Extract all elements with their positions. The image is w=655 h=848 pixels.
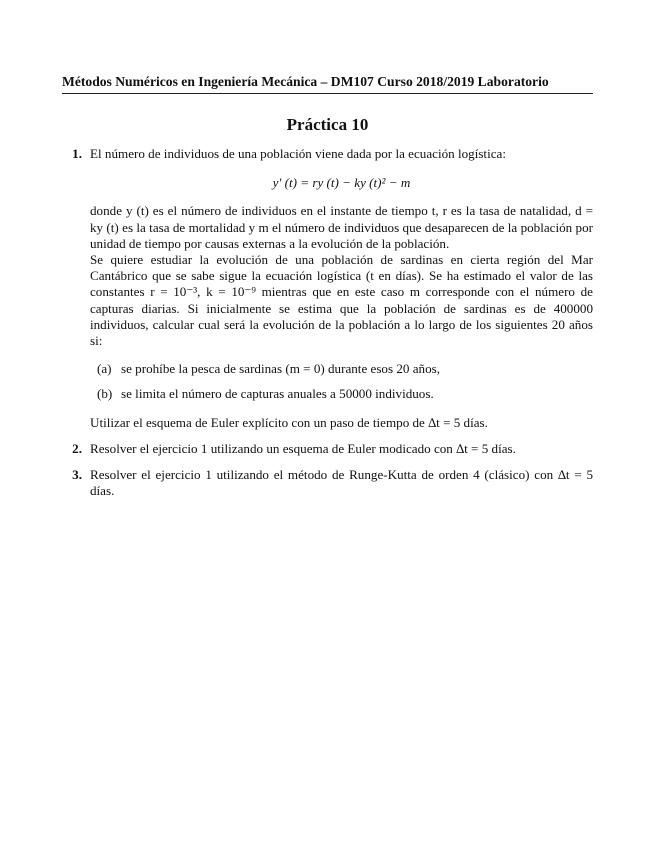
exercise-text: Resolver el ejercicio 1 utilizando el método de Runge-Kutta de orden 4 (clásico) con ∆t = 5 días.: [90, 467, 593, 499]
exercise-1: [62, 146, 593, 431]
exercise-list: [62, 146, 593, 499]
course-header: Métodos Numéricos en Ingeniería Mecánica – DM107 Curso 2018/2019 Laboratorio: [62, 74, 549, 89]
exercise-closing: Utilizar el esquema de Euler explícito con un paso de tiempo de ∆t = 5 días.: [90, 414, 488, 430]
exercise-3: [62, 467, 593, 499]
exercise-text: Resolver el ejercicio 1 utilizando un esquema de Euler modicado con ∆t = 5 días.: [90, 440, 516, 456]
sub-question-label: (b): [97, 386, 113, 402]
exercise-number: 1.: [72, 146, 82, 161]
sub-question-list: [90, 361, 593, 402]
sub-question-text: se prohíbe la pesca de sardinas (m = 0) durante esos 20 años,: [121, 361, 440, 377]
exercise-context: Se quiere estudiar la evolución de una población de sardinas en cierta región del Mar Cantábrico que se sabe sigue la ecuación logística (t en días). Se ha estimado el valor de las constantes r = 10⁻³, k = 10⁻⁹ mientras que en este caso m corresponde con el número de capturas diarias. Si inicialmente se estima que la población de sardinas es de 400000 individuos, calcular cual será la evolución de la población a lo largo de los siguientes 20 años si:: [90, 252, 593, 349]
sub-question: [90, 386, 593, 402]
sub-question-text: se limita el número de capturas anuales a 50000 individuos.: [121, 386, 434, 402]
logistic-equation: y′ (t) = ry (t) − ky (t)² − m: [272, 175, 411, 191]
sub-question-label: (a): [97, 361, 112, 377]
exercise-intro: El número de individuos de una población viene dada por la ecuación logística:: [90, 146, 506, 161]
practice-title: Práctica 10: [286, 115, 369, 134]
exercise-number: 2.: [72, 440, 82, 456]
exercise-description: donde y (t) es el número de individuos en el instante de tiempo t, r es la tasa de natalidad, d = ky (t) es la tasa de mortalidad y m el número de individuos que desaparecen de la población por unidad de tiempo por causas externas a la evolución de la población.: [90, 203, 593, 251]
exercise-2: [62, 441, 593, 457]
sub-question: [90, 361, 593, 377]
header-divider: [62, 93, 593, 94]
exercise-number: 3.: [72, 467, 82, 483]
